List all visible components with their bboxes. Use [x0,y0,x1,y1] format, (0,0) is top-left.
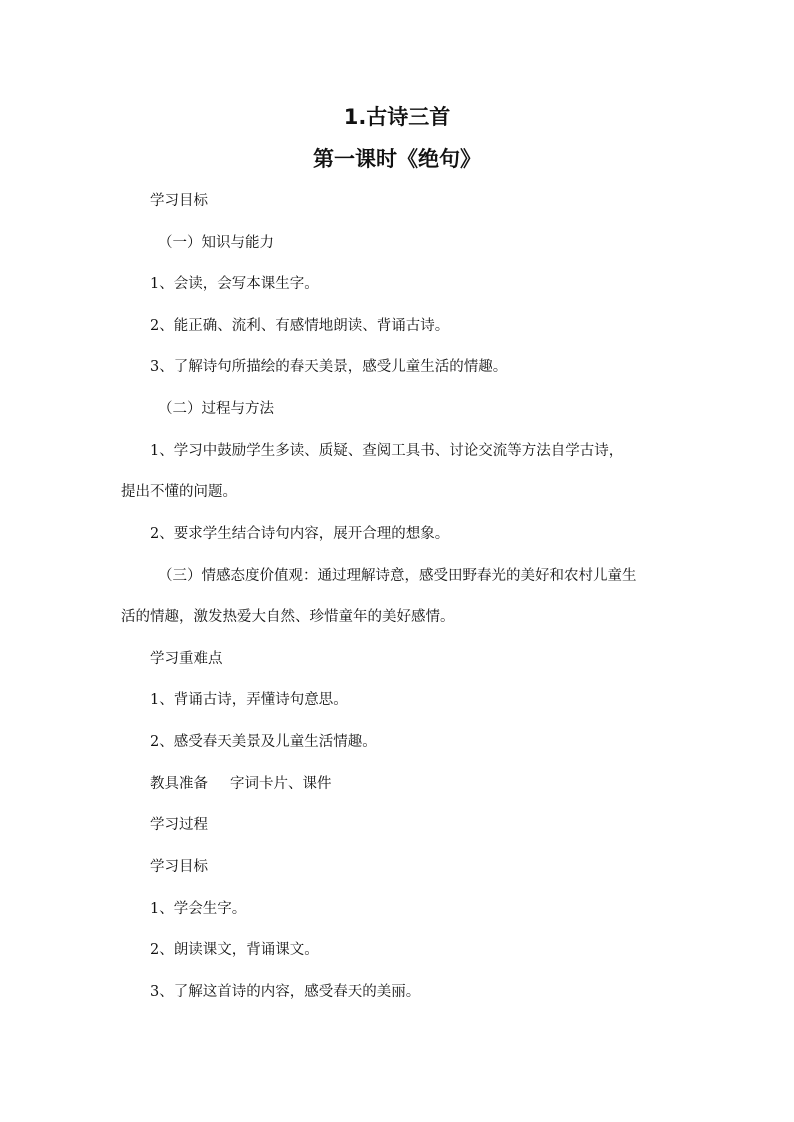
section-heading-process: 学习过程 [150,817,208,833]
lesson-subtitle: 第一课时《绝句》 [313,147,481,171]
key-point-item: 2、感受春天美景及儿童生活情趣。 [150,734,377,750]
goal-item: 1、学会生字。 [150,901,247,917]
key-point-item: 1、背诵古诗，弄懂诗句意思。 [150,692,348,708]
teaching-aids-value: 字词卡片、课件 [230,776,332,792]
subsection-process: （二）过程与方法 [158,401,274,417]
teaching-aids-label: 教具准备 [150,776,208,792]
section-heading-key-points: 学习重难点 [150,651,223,667]
goal-item-continued: 提出不懂的问题。 [121,484,237,500]
subsection-knowledge: （一）知识与能力 [158,235,274,251]
teaching-aids-line [150,774,332,794]
goal-item: 1、学习中鼓励学生多读、质疑、查阅工具书、讨论交流等方法自学古诗， [150,443,624,459]
goal-item: 2、能正确、流利、有感情地朗读、背诵古诗。 [150,318,450,334]
goal-item: 3、了解这首诗的内容，感受春天的美丽。 [150,984,421,1000]
section-heading-learning-goals: 学习目标 [150,193,208,209]
goal-item: 2、要求学生结合诗句内容，展开合理的想象。 [150,526,450,542]
subsection-emotion: （三）情感态度价值观：通过理解诗意，感受田野春光的美好和农村儿童生 [158,568,637,584]
document-title: 1.古诗三首 [343,105,451,129]
section-heading-learning-goals-2: 学习目标 [150,859,208,875]
goal-item: 2、朗读课文，背诵课文。 [150,942,319,958]
goal-item: 1、会读，会写本课生字。 [150,276,319,292]
goal-item: 3、了解诗句所描绘的春天美景，感受儿童生活的情趣。 [150,359,508,375]
subsection-emotion-continued: 活的情趣，激发热爱大自然、珍惜童年的美好感情。 [121,609,455,625]
